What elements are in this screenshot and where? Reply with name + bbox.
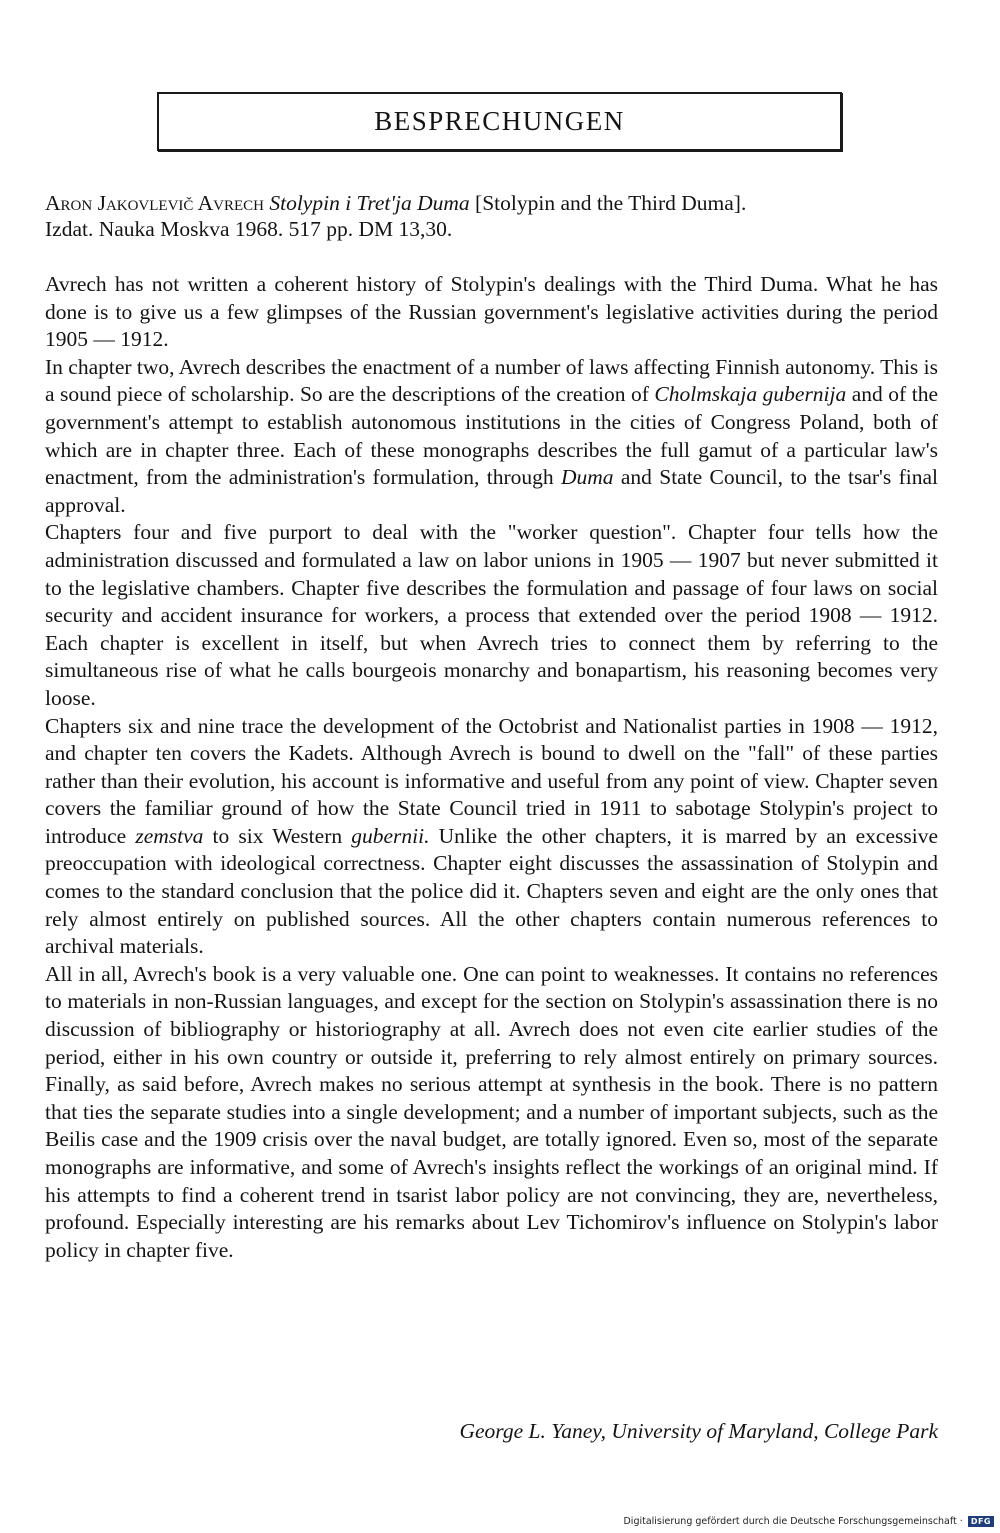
reviewer-signature: George L. Yaney, University of Maryland, College Park — [459, 1419, 938, 1443]
citation-title-english: [Stolypin and the Third Duma]. — [475, 191, 747, 215]
p2-italic-duma: Duma — [560, 465, 614, 490]
citation-publisher: Izdat. Nauka Moskva 1968. 517 pp. DM 13,30. — [45, 217, 453, 241]
p2-text-e: and State Council, to the tsar's final approval. — [45, 465, 938, 517]
review-paragraph-4 — [45, 713, 938, 961]
p4-text-a: Chapters six and nine trace the development of the Octobrist and Nationalist parties in 1908 — 1912, and chapter ten covers the Kadets. Although Avrech is bound to dwell on the "fall" of these parties rather than their evolution, his account is informative and useful from any point of view. Chapter seven covers the familiar ground of how the State Council tried in 1911 to sabotage Stolypin's project to introduce — [45, 713, 938, 848]
digitization-credit: Digitalisierung gefördert durch die Deutsche Forschungsgemeinschaft · — [623, 1516, 963, 1527]
digitization-footer — [623, 1516, 994, 1527]
book-citation — [45, 190, 940, 242]
section-header-box — [157, 92, 842, 151]
review-paragraph-5: All in all, Avrech's book is a very valuable one. One can point to weaknesses. It contains no references to materials in non-Russian languages, and except for the section on Stolypin's assassination there is no discussion of bibliography or historiography at all. Avrech does not even cite earlier studies of the period, either in his own country or outside it, preferring to rely almost entirely on primary sources. Finally, as said before, Avrech makes no serious attempt at synthesis in the book. There is no pattern that ties the separate studies into a single development; and a number of important subjects, such as the Beilis case and the 1909 crisis over the naval budget, are totally ignored. Even so, most of the separate monographs are informative, and some of Avrech's insights reflect the workings of an original mind. If his attempts to find a coherent trend in tsarist labor policy are not convincing, they are, nevertheless, profound. Especially interesting are his remarks about Lev Tichomirov's influence on Stolypin's labor policy in chapter five. — [45, 961, 938, 1262]
review-paragraph-3: Chapters four and five purport to deal with the "worker question". Chapter four tells how the administration discussed and formulated a law on labor unions in 1905 — 1907 but never submitted it to the legislative chambers. Chapter five describes the formulation and passage of four laws on social security and accident insurance for workers, a process that extended over the period 1908 — 1912. Each chapter is excellent in itself, but when Avrech tries to connect them by referring to the simultaneous rise of what he calls bourgeois monarchy and bonapartism, his reasoning becomes very loose. — [45, 520, 938, 710]
p2-text-a: In chapter two, Avrech describes the enactment of a number of laws affecting Finnish autonomy. This is a sound piece of scholarship. So are the descriptions of the creation of — [45, 354, 939, 407]
p4-italic-gubernii: gubernii. — [351, 823, 430, 848]
p4-text-c: to six Western — [203, 823, 352, 848]
p4-italic-zemstva: zemstva — [135, 823, 204, 848]
p2-text-c: and of the government's attempt to establish autonomous institutions in the cities of Congress Poland, both of which are in chapter three. Each of these monographs describes the full gamut of a particular law's enactment, from the administration's formulation, through — [45, 382, 938, 490]
section-title: BESPRECHUNGEN — [374, 106, 625, 136]
citation-author: Aron Jakovlevič Avrech — [45, 191, 264, 215]
review-paragraph-1: Avrech has not written a coherent history of Stolypin's dealings with the Third Duma. What he has done is to give us a few glimpses of the Russian government's legislative activities during the period 1905 — 1912. — [45, 272, 938, 352]
p4-text-e: Unlike the other chapters, it is marred by an excessive preoccupation with ideological correctness. Chapter eight discusses the assassination of Stolypin and comes to the standard conclusion that the police did it. Chapters seven and eight are the only ones that rely almost entirely on published sources. All the other chapters contain numerous references to archival materials. — [45, 823, 938, 959]
p2-italic-cholmskaja: Cholmskaja gubernija — [654, 382, 847, 407]
review-paragraph-2 — [45, 354, 938, 520]
review-body — [45, 271, 938, 1264]
citation-title-russian: Stolypin i Tret'ja Duma — [269, 191, 470, 215]
dfg-logo: DFG — [968, 1516, 994, 1527]
